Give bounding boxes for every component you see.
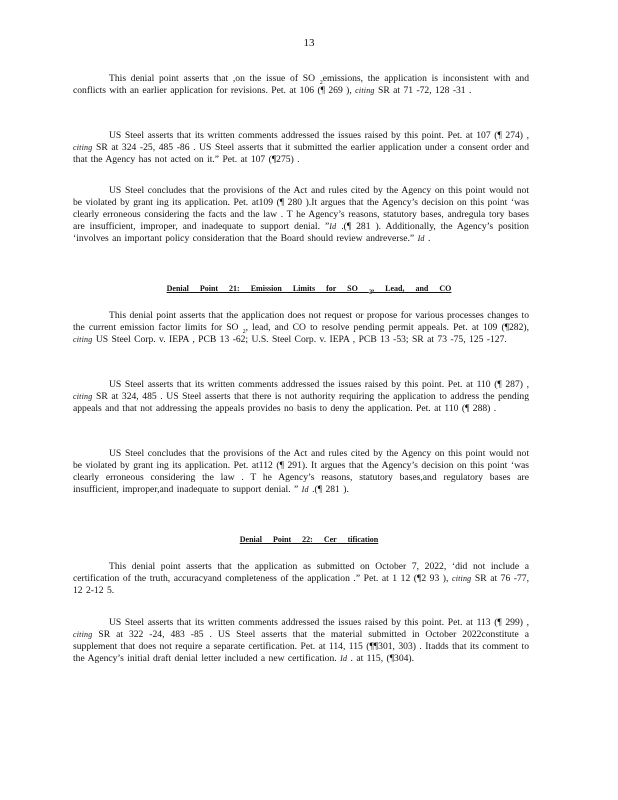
italic-citation: Id (340, 654, 348, 664)
italic-citation: citing (73, 630, 93, 640)
italic-citation: citing (73, 335, 93, 345)
italic-citation: citing (73, 143, 93, 153)
heading-text: Denial Point 22: Cer tification (239, 535, 379, 544)
paragraph-4: This denial point asserts that the application does not request or propose for various processes changes to the current emission factor limits for SO $_2$, lead, and CO to resolve pending permit appeals. Pet. at 109 (¶282), citing US Steel Corp. v. IEPA , PCB 13 -62; U.S. Steel Corp. v. IEPA , PCB 13 -53; SR at 73 -75, 125 -127. (73, 310, 529, 346)
paragraph-6: US Steel concludes that the provisions of the Act and rules cited by the Agency on this point would not be violated by grant ing its application. Pet. at112 (¶ 291). It argues that the Agency’s decision on this point ‘was clearly erroneous considering the law . T he Agency’s reasons, statutory bases,and regulatory bases are insufficient, improper,and inadequate to support denial. ” Id .(¶ 281 ). (73, 448, 529, 496)
subscript: 2 (319, 79, 323, 86)
section-heading-denial-point-22 (0, 535, 618, 544)
italic-citation: Id (329, 222, 337, 232)
paragraph-1: This denial point asserts that ,on the issue of SO $_2$emissions, the application is inconsistent with and conflicts with an earlier application for revisions. Pet. at 106 (¶ 269 ), citing SR at 71 -72, 128 -31 . (73, 73, 529, 97)
section-heading-denial-point-21 (0, 284, 618, 296)
italic-citation: citing (73, 392, 93, 402)
paragraph-2: US Steel asserts that its written comments addressed the issues raised by this point. Pet. at 107 (¶ 274) , citing SR at 324 -25, 485 -86 . US Steel asserts that it submitted the earlier application under a consent order and that the Agency has not acted on it.” Pet. at 107 (¶275) . (73, 130, 529, 166)
paragraph-8: US Steel asserts that its written comments addressed the issues raised by this point. Pet. at 113 (¶ 299) , citing SR at 322 -24, 483 -85 . US Steel asserts that the material submitted in October 2022constitute a supplement that does not require a separate certification. Pet. at 114, 115 (¶¶301, 303) . Itadds that its comment to the Agency’s initial draft denial letter included a new certification. Id . at 115, (¶304). (73, 617, 529, 665)
paragraph-5: US Steel asserts that its written comments addressed the issues raised by this point. Pet. at 110 (¶ 287) , citing SR at 324, 485 . US Steel asserts that there is not authority requiring the application to address the pending appeals and that not addressing the appeals provides no basis to deny the application. Pet. at 110 (¶ 288) . (73, 379, 529, 415)
page-number: 13 (303, 37, 315, 49)
subscript: 2 (368, 288, 373, 296)
italic-citation: citing (355, 86, 375, 96)
italic-citation: citing (451, 574, 472, 584)
italic-citation: Id (417, 234, 425, 244)
paragraph-7: This denial point asserts that the application as submitted on October 7, 2022, ‘did not include a certification of the truth, accuracyand completeness of the application .” Pet. at 1 12 (¶2 93 ), citing SR at 76 -77, 12 2-12 5. (73, 561, 529, 597)
paragraph-3: US Steel concludes that the provisions of the Act and rules cited by the Agency on this point would not be violated by grant ing its application. Pet. at109 (¶ 280 ).It argues that the Agency’s decision on this point ‘was clearly erroneous considering the facts and the law . T he Agency’s reasons, statutory bases, andregula tory bases are insufficient, improper, and inadequate to support denial. ”Id .(¶ 281 ). Additionally, the Agency’s position ‘involves an important policy consideration that the Board should review andreverse.” Id . (73, 185, 529, 245)
heading-text: Denial Point 21: Emission Limits for SO $_2$, Lead, and CO (166, 284, 452, 296)
italic-citation: Id (301, 485, 309, 495)
subscript: 2 (242, 329, 246, 335)
